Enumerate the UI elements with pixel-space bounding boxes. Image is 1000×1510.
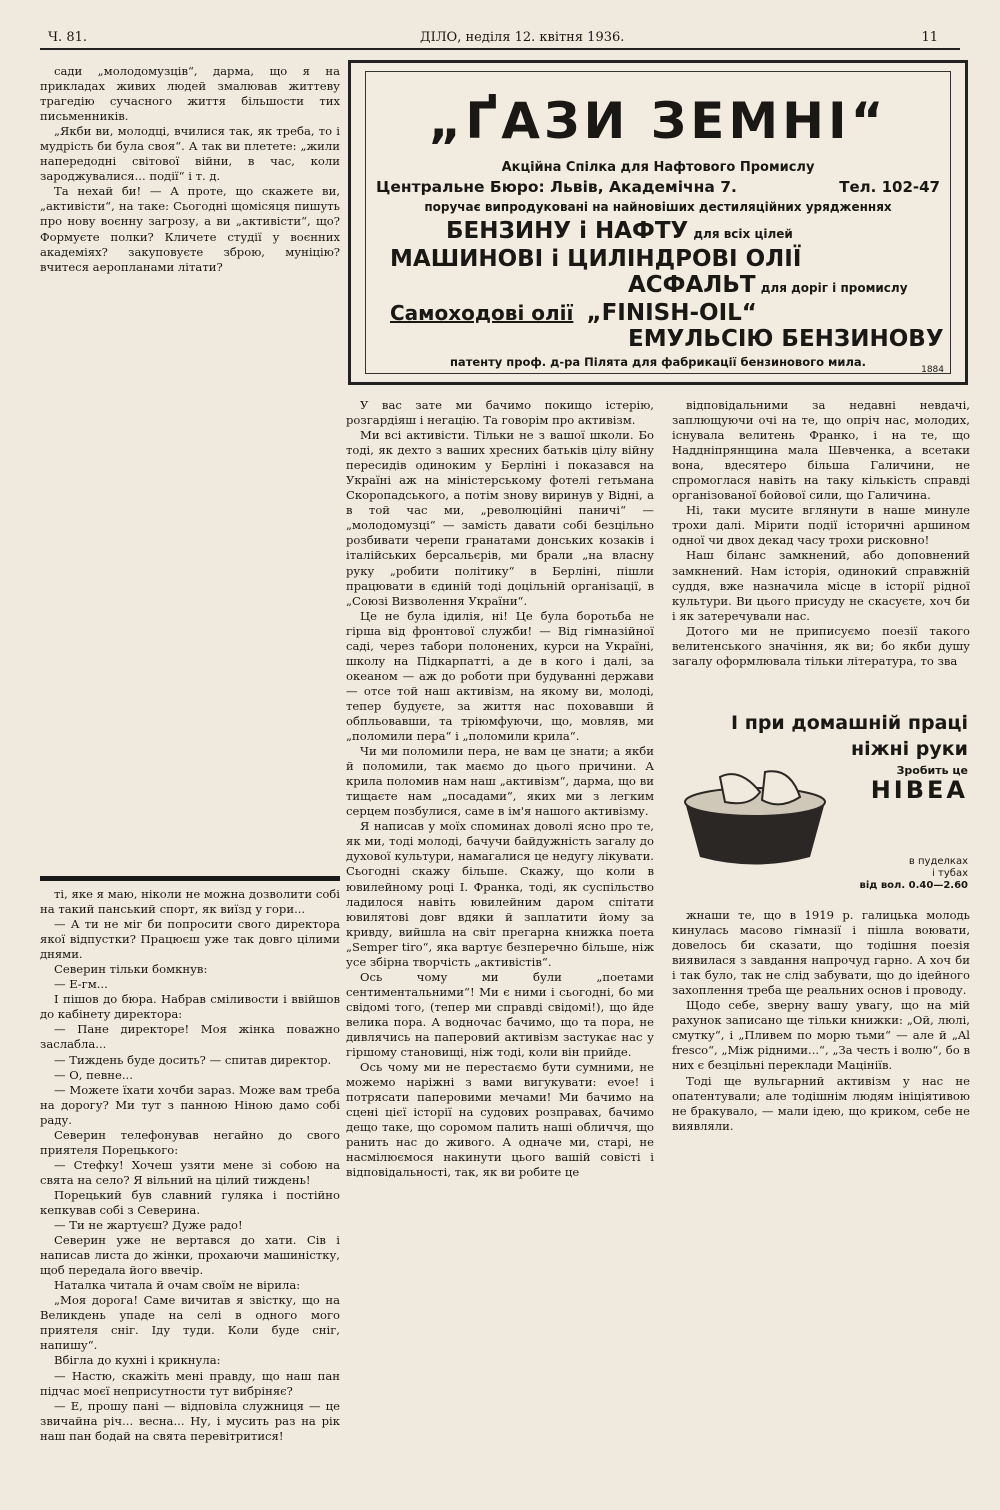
paragraph: — А ти не міг би попросити свого директора якої відпустки? Працюєш уже так довго цілими днями. — [40, 917, 340, 962]
paragraph: відповідальними за недавні невдачі, заплющуючи очі на те, що опріч нас, молодих, існувала велитень Франко, і на те, що Наддніпрянщина мала Шевченка, а всетаки вона, вдесятеро більша Галичини, не спромоглася навіть на таку кількість справді організованої бойової сили, що Галичина. — [672, 398, 970, 503]
ad-address: Центральне Бюро: Львів, Академічна 7. — [376, 178, 737, 196]
column-1-top — [40, 64, 340, 870]
nivea-line-1: І при домашній праці — [731, 712, 968, 734]
ad-title: „ҐАЗИ ЗЕМНІ“ — [428, 92, 888, 150]
paragraph: Наш біланс замкнений, або доповнений замкнений. Нам історія, одинокий справжній суддя, вже назначила місце в історії рідної культури. Ви цього присуду не скасуєте, хоч би і як затеречували нас. — [672, 548, 970, 623]
paragraph: — Можете їхати хочби зараз. Може вам треба на дорогу? Ми тут з панною Ніною дамо собі раду. — [40, 1082, 340, 1127]
ad-phone: Тел. 102-47 — [839, 178, 940, 196]
washing-basin-illustration — [680, 762, 830, 872]
paragraph: Тоді ще вульгарний активізм у нас не опатентували; але тодішнім людям ініціятивою не бракувало, — мали ідею, що криком, себе не виявляли. — [672, 1073, 970, 1133]
ad-line-5 — [628, 326, 944, 352]
paragraph: Наталка читала й очам своїм не вірила: — [54, 1278, 301, 1293]
ad-supply-line: поручає випродуковані на найновіших дестиляційних урядженнях — [424, 200, 892, 214]
nivea-line-3: Зробить це — [896, 764, 968, 777]
ad-number: 1884 — [921, 365, 944, 375]
paragraph: Северин уже не вертався до хати. Сів і написав листа до жінки, прохаючи машиністку, щоб передала його ввечір. — [40, 1233, 340, 1278]
paragraph: — О, певне... — [54, 1067, 133, 1082]
paragraph: Северин тільки бомкнув: — [54, 962, 208, 977]
nivea-pack-1: в пуделках — [908, 856, 968, 867]
column-divider-rule — [40, 876, 340, 881]
nivea-price: від вол. 0.40—2.60 — [859, 880, 968, 891]
ad-line-4-right: „FINISH-OIL“ — [586, 300, 757, 326]
paragraph: — Тиждень буде досить? — спитав директор. — [54, 1052, 332, 1067]
paragraph: — Е-гм... — [54, 977, 108, 992]
paragraph: Ні, таки мусите вглянути в наше минуле трохи далі. Мірити події історичні аршином одної чи двох декад часу трохи рисковно! — [672, 503, 970, 548]
column-2 — [346, 398, 654, 1490]
paragraph: Ось чому ми не перестаємо бути сумними, не можемо наріжні з вами вигукувати: evoe! і потрясати паперовими мечами! Ми бачимо на сцені цієї історії на судових розправах, бачимо дещо таке, що соромом палить наші обличчя, що ранить нас до живого. А одначе ми, старі, не насмілюємося накинути цього вашій совісті і відповідальності, так, як ви робите це — [346, 1060, 654, 1180]
paragraph: Це не була ідилія, ні! Це була боротьба не гірша від фронтової служби! — Від гімназійної саді, через табори полонених, курси на Україні, школу на Підкарпатті, а де в кого і далі, за океаном — аж до роботи при будуванні держави — отсе той наш активізм, на якому ви, молоді, тепер будуєте, за життя нас поховавши й обпльовавши, та тріюмфуючи, що, мовляв, ми „поломили пера“ і „поломили крила“. — [346, 608, 654, 744]
paragraph: Чи ми поломили пера, не вам це знати; а якби й поломили, так маємо до цього причини. А крила поломив нам наш „активізм“, дарма, що ви тищаєте нам „посадами“, яких ми з легким серцем позбулися, саме в ім'я нашого активізму. — [346, 744, 654, 819]
column-3-top — [672, 398, 970, 690]
ad-inner-frame — [365, 71, 951, 374]
nivea-pack-2: і тубах — [932, 868, 968, 879]
paragraph: — Стефку! Хочеш узяти мене зі собою на свята на село? Я вільний на цілий тиждень! — [40, 1157, 340, 1187]
ad-line-3-small: для доріг і промислу — [760, 281, 908, 295]
paragraph: У вас зате ми бачимо покищо істерію, розгардіяш і негацію. Та говорім про активізм. — [346, 398, 654, 428]
ad-line-4 — [390, 300, 757, 326]
column-1-bottom — [40, 887, 340, 1487]
paragraph: — Настю, скажіть мені правду, що наш пан підчас моєї неприсутности тут вибріняє? — [40, 1368, 340, 1398]
paragraph: ті, яке я маю, ніколи не можна дозволити собі на такий панський спорт, як виїзд у гори... — [40, 887, 340, 917]
nivea-line-2: ніжні руки — [851, 738, 968, 760]
ad-line-1 — [446, 218, 793, 244]
paragraph: „Якби ви, молодці, вчилися так, як треба, то і мудрість би була своя“. А так ви плетете: „жили напередодні світової війни, в час, коли зароджувалися... події“ і т. д. — [40, 124, 340, 184]
page-header — [40, 28, 960, 50]
paragraph: — Пане директоре! Моя жінка поважно заслабла... — [40, 1022, 340, 1052]
paragraph: — Е, прошу пані — відповіла служниця — це звичайна річ... весна... Ну, і мусить раз на рік наш пан бодай на свята перевітритися! — [40, 1398, 340, 1443]
ad-nivea — [680, 712, 970, 892]
paragraph: І пішов до бюра. Набрав сміливости і ввійшов до кабінету директора: — [40, 992, 340, 1022]
column-3-bottom — [672, 908, 970, 1490]
ad-line-1-small: для всіх цілей — [693, 227, 793, 241]
paragraph: Вбігла до кухні і крикнула: — [54, 1353, 221, 1368]
ad-line-2 — [390, 246, 801, 272]
paragraph: „Моя дорога! Саме вичитав я звістку, що на Великдень упаде на селі в одного мого приятеля сніг. Іду туди. Коли буде сніг, напишу“. — [40, 1293, 340, 1353]
ad-line-3 — [628, 272, 908, 298]
ad-gazy-zemni — [348, 60, 968, 385]
ad-line-1-big: БЕНЗИНУ і НАФТУ — [446, 218, 689, 244]
nivea-brand: НІВЕА — [870, 776, 968, 804]
ad-line-3-big: АСФАЛЬТ — [628, 272, 756, 298]
paragraph: Та нехай би! — А проте, що скажете ви, „активісти“, на таке: Сьогодні щомісяця пишуть про нову воєнну загрозу, а ви „активісти“, що? Формуєте полки? Кличете студії у воєнних академіях? закуповуєте зброю, муніцію? вчитеся аеропланами літати? — [40, 184, 340, 274]
paragraph: Ми всі активісти. Тільки не з вашої школи. Бо тоді, як дехто з ваших хресних батьків цілу війну пересидів одиноким у Берліні і показався на Україні аж на міністерському фотелі гетьмана Скоропадського, а потім знову виринув у Відні, а в той час ми, „революційні паничі“ — „молодомузці“ — замість давати собі безцільно розбивати черепи гранатами донських козаків і італійських берсальєрів, ми брали „на власну руку „робити політику“ в Берліні, пішли працювати в єдиній тоді доцільній організації, в „Союзі Визволення України“. — [346, 428, 654, 608]
ad-line-5-big: ЕМУЛЬСІЮ БЕНЗИНОВУ — [628, 326, 944, 352]
paragraph: сади „молодомузців“, дарма, що я на прикладах живих людей змалював життеву трагедію сучасного життя більшости тих письменників. — [40, 64, 340, 124]
issue-number: Ч. 81. — [48, 30, 87, 45]
ad-line-4-left: Самоходові олії — [390, 301, 574, 325]
paragraph: — Ти не жартуєш? Дуже радо! — [54, 1218, 243, 1233]
paragraph: Щодо себе, зверну вашу увагу, що на мій рахунок записано ще тільки книжки: „Ой, люлі, смутку“, і „Пливем по морю тьми“ — але й „Al fresco“, „Між рідними...“, „За честь і волю“, бо в них є безцільні переклади Мацініїв. — [672, 998, 970, 1073]
ad-subtitle: Акційна Спілка для Нафтового Промислу — [501, 160, 815, 175]
ad-line-2-big: МАШИНОВІ і ЦИЛІНДРОВІ ОЛІЇ — [390, 246, 802, 272]
paragraph: Ось чому ми були „поетами сентиментальними“! Ми є ними і сьогодні, бо ми свідомі того, (тепер ми справді свідомі!), що йде велика пора. А водночас бачимо, що та пора, не дивлячись на паперовий активізм застукає нас у гіршому становищі, ніж тоді, коли він прийде. — [346, 969, 654, 1060]
paragraph: Северин телефонував негайно до свого приятеля Порецького: — [40, 1127, 340, 1157]
paragraph: Я написав у моїх споминах доволі ясно про те, як ми, тоді молоді, бачучи байдужність загалу до духової культури, намагалися це недугу лікувати. Сьогодні скажу більше. Скажу, що коли в ювилейному році І. Франка, тоді, як суспільство ладилося навіть ювилейним даром спітати ювилятові довг вдяки й заплатити йому за кривду, вийшла на світ прегарна книжка поета „Semper tiro“, яка вартує безперечно більше, ніж усе збірна творчість „активістів“. — [346, 819, 654, 969]
paragraph: Порецький був славний гуляка і постійно кепкував собі з Северина. — [40, 1187, 340, 1217]
ad-footer: патенту проф. д-ра Пілята для фабрикації бензинового мила. — [449, 355, 867, 369]
paper-title-date: ДІЛО, неділя 12. квітня 1936. — [420, 30, 625, 45]
paragraph: жнаши те, що в 1919 р. галицька молодь кинулась масово гімназії і пішла воювати, довелось би сказати, що тодішня поезія виявилася з завдання напрочуд гарно. А хоч би і так було, так не слід забувати, що до ідейного захоплення треба ще реальних основ і проводу. — [672, 908, 970, 998]
paragraph: Дотого ми не приписуємо поезії такого велитенського значіння, як ви; бо якби душу загалу оформлювала тільки література, то зва — [672, 623, 970, 668]
page-number: 11 — [921, 30, 938, 45]
